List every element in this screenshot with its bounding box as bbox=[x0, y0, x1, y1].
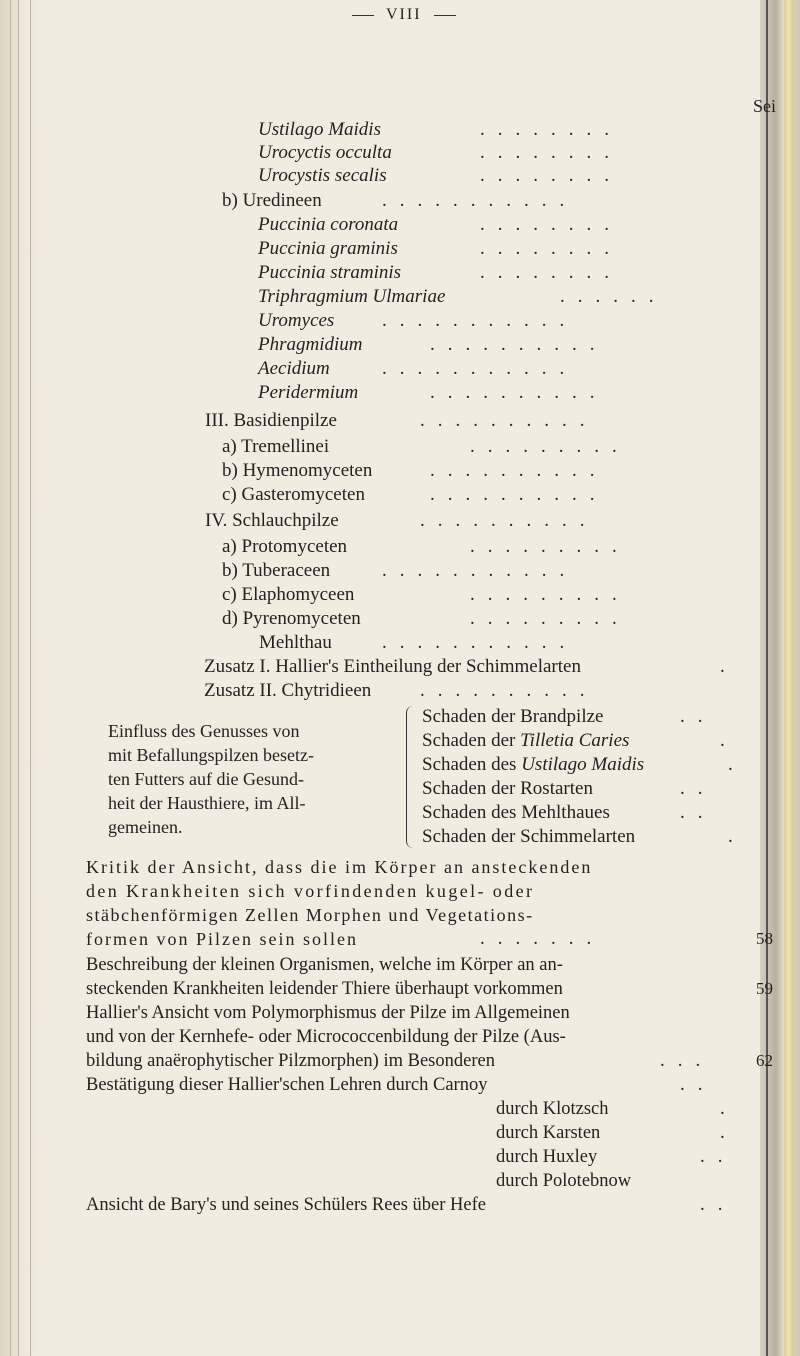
page-number: 59 bbox=[756, 979, 773, 998]
kritik-line: durch Huxley bbox=[496, 1147, 598, 1167]
toc-entry: Aecidium bbox=[258, 358, 330, 379]
kritik-line: durch Karsten bbox=[496, 1123, 601, 1143]
kritik-line: Bestätigung dieser Hallier'schen Lehren durch Carnoy bbox=[86, 1075, 488, 1095]
toc-entry: Ustilago Maidis bbox=[258, 119, 381, 140]
leader-dots: ........ bbox=[480, 142, 622, 163]
leader-dots: ......... bbox=[470, 608, 630, 629]
leader-dots: .. bbox=[680, 802, 716, 823]
toc-entry: Zusatz I. Hallier's Eintheilung der Schimmelarten bbox=[204, 656, 581, 677]
influence-right-line: Schaden der Tilletia Caries bbox=[422, 730, 630, 751]
leader-dots: ......... bbox=[470, 536, 630, 557]
toc-entry: Mehlthau bbox=[259, 632, 332, 653]
leader-dots: .......... bbox=[430, 460, 608, 481]
toc-entry: d) Pyrenomyceten bbox=[222, 608, 361, 629]
leader-dots: .......... bbox=[420, 410, 598, 431]
kritik-line: und von der Kernhefe- oder Micrococcenbildung der Pilze (Aus- bbox=[86, 1027, 566, 1047]
leader-dots: ........... bbox=[382, 358, 578, 379]
kritik-line: den Krankheiten sich vorfindenden kugel- oder bbox=[86, 881, 535, 901]
leader-dots: ... bbox=[660, 1050, 714, 1071]
leader-dots: ........... bbox=[382, 310, 578, 331]
leader-dots: ........ bbox=[480, 214, 622, 235]
toc-entry: c) Elaphomyceen bbox=[222, 584, 355, 605]
influence-right-line: Schaden der Brandpilze bbox=[422, 706, 604, 727]
page-number: 58 bbox=[756, 929, 773, 948]
leader-dots: .......... bbox=[430, 334, 608, 355]
influence-left-line: gemeinen. bbox=[108, 817, 183, 837]
toc-entry: Zusatz II. Chytridieen bbox=[204, 680, 372, 701]
influence-right-italic: Ustilago Maidis bbox=[521, 754, 645, 775]
leader-dots: ......... bbox=[470, 436, 630, 457]
kritik-line: Hallier's Ansicht vom Polymorphismus der Pilze im Allgemeinen bbox=[86, 1003, 570, 1023]
leader-dots: .......... bbox=[430, 484, 608, 505]
leader-dots: ........... bbox=[382, 632, 578, 653]
influence-left-line: mit Befallungspilzen besetz- bbox=[108, 745, 314, 765]
kritik-line: steckenden Krankheiten leidender Thiere überhaupt vorkommen bbox=[86, 979, 563, 999]
leader-dots: ...... bbox=[560, 286, 667, 307]
bracket bbox=[406, 706, 413, 848]
toc-entry: Uromyces bbox=[258, 310, 335, 331]
leader-dots: .......... bbox=[420, 680, 598, 701]
influence-left-line: ten Futters auf die Gesund- bbox=[108, 769, 304, 789]
kritik-line: bildung anaërophytischer Pilzmorphen) im Besonderen bbox=[86, 1051, 495, 1071]
kritik-line: Ansicht de Bary's und seines Schülers Rees über Hefe bbox=[86, 1195, 486, 1215]
toc-entry: b) Tuberaceen bbox=[222, 560, 331, 581]
leader-dots: .......... bbox=[430, 382, 608, 403]
leader-dots: ........ bbox=[480, 238, 622, 259]
toc-entry: Peridermium bbox=[258, 382, 359, 403]
kritik-line: Beschreibung der kleinen Organismen, welche im Körper an an- bbox=[86, 955, 563, 975]
influence-left-line: Einfluss des Genusses von bbox=[108, 721, 300, 741]
toc-section: III. Basidienpilze bbox=[205, 410, 337, 431]
influence-right-line: Schaden des Mehlthaues bbox=[422, 802, 610, 823]
toc-entry: c) Gasteromyceten bbox=[222, 484, 365, 505]
leader-dots: ....... bbox=[480, 928, 605, 949]
influence-right-line: Schaden des Ustilago Maidis bbox=[422, 754, 645, 775]
leader-dots: .. bbox=[680, 706, 716, 727]
leader-dots: ........ bbox=[480, 119, 622, 140]
page-number-header: VIII bbox=[386, 6, 422, 23]
toc-entry: b) Hymenomyceten bbox=[222, 460, 373, 481]
influence-right-line: Schaden der Schimmelarten bbox=[422, 826, 636, 847]
page-binding-left bbox=[0, 0, 40, 1356]
toc-entry: Triphragmium Ulmariae bbox=[258, 286, 446, 307]
toc-entry: b) Uredineen bbox=[222, 190, 322, 211]
leader-dots: . bbox=[728, 826, 746, 847]
leader-dots: . bbox=[720, 730, 738, 751]
toc-section: IV. Schlauchpilze bbox=[205, 510, 339, 531]
toc-entry: Puccinia coronata bbox=[258, 214, 399, 235]
toc-entry: Puccinia graminis bbox=[258, 238, 398, 259]
toc-entry: Urocyctis occulta bbox=[258, 142, 392, 163]
leader-dots: .. bbox=[700, 1194, 736, 1215]
toc-entry: Phragmidium bbox=[258, 334, 363, 355]
leader-dots: .......... bbox=[420, 510, 598, 531]
toc-entry: a) Protomyceten bbox=[222, 536, 348, 557]
influence-right-italic: Tilletia Caries bbox=[520, 730, 630, 751]
leader-dots: ........... bbox=[382, 190, 578, 211]
page-header bbox=[340, 6, 468, 24]
kritik-line: durch Polotebnow bbox=[496, 1171, 632, 1191]
leader-dots: .. bbox=[680, 1074, 716, 1095]
leader-dots: . bbox=[720, 1122, 738, 1143]
leader-dots: ........ bbox=[480, 262, 622, 283]
toc-entry: Urocystis secalis bbox=[258, 165, 387, 186]
leader-dots: ......... bbox=[470, 584, 630, 605]
leader-dots: . bbox=[720, 1098, 738, 1119]
toc-entry: a) Tremellinei bbox=[222, 436, 330, 457]
leader-dots: ........ bbox=[480, 165, 622, 186]
influence-left-line: heit der Hausthiere, im All- bbox=[108, 793, 306, 813]
toc-entry: Puccinia straminis bbox=[258, 262, 402, 283]
page-edge-right bbox=[760, 0, 800, 1356]
kritik-line: stäbchenförmigen Zellen Morphen und Vegetations- bbox=[86, 905, 534, 925]
leader-dots: ........... bbox=[382, 560, 578, 581]
leader-dots: . bbox=[720, 656, 738, 677]
kritik-line: durch Klotzsch bbox=[496, 1099, 609, 1119]
influence-right-line: Schaden der Rostarten bbox=[422, 778, 593, 799]
leader-dots: . bbox=[728, 754, 746, 775]
page-number: 62 bbox=[756, 1051, 773, 1070]
leader-dots: .. bbox=[700, 1146, 736, 1167]
kritik-line: Kritik der Ansicht, dass die im Körper an ansteckenden bbox=[86, 857, 593, 877]
kritik-line: formen von Pilzen sein sollen bbox=[86, 929, 358, 949]
leader-dots: .. bbox=[680, 778, 716, 799]
column-label: Sei bbox=[753, 96, 777, 116]
